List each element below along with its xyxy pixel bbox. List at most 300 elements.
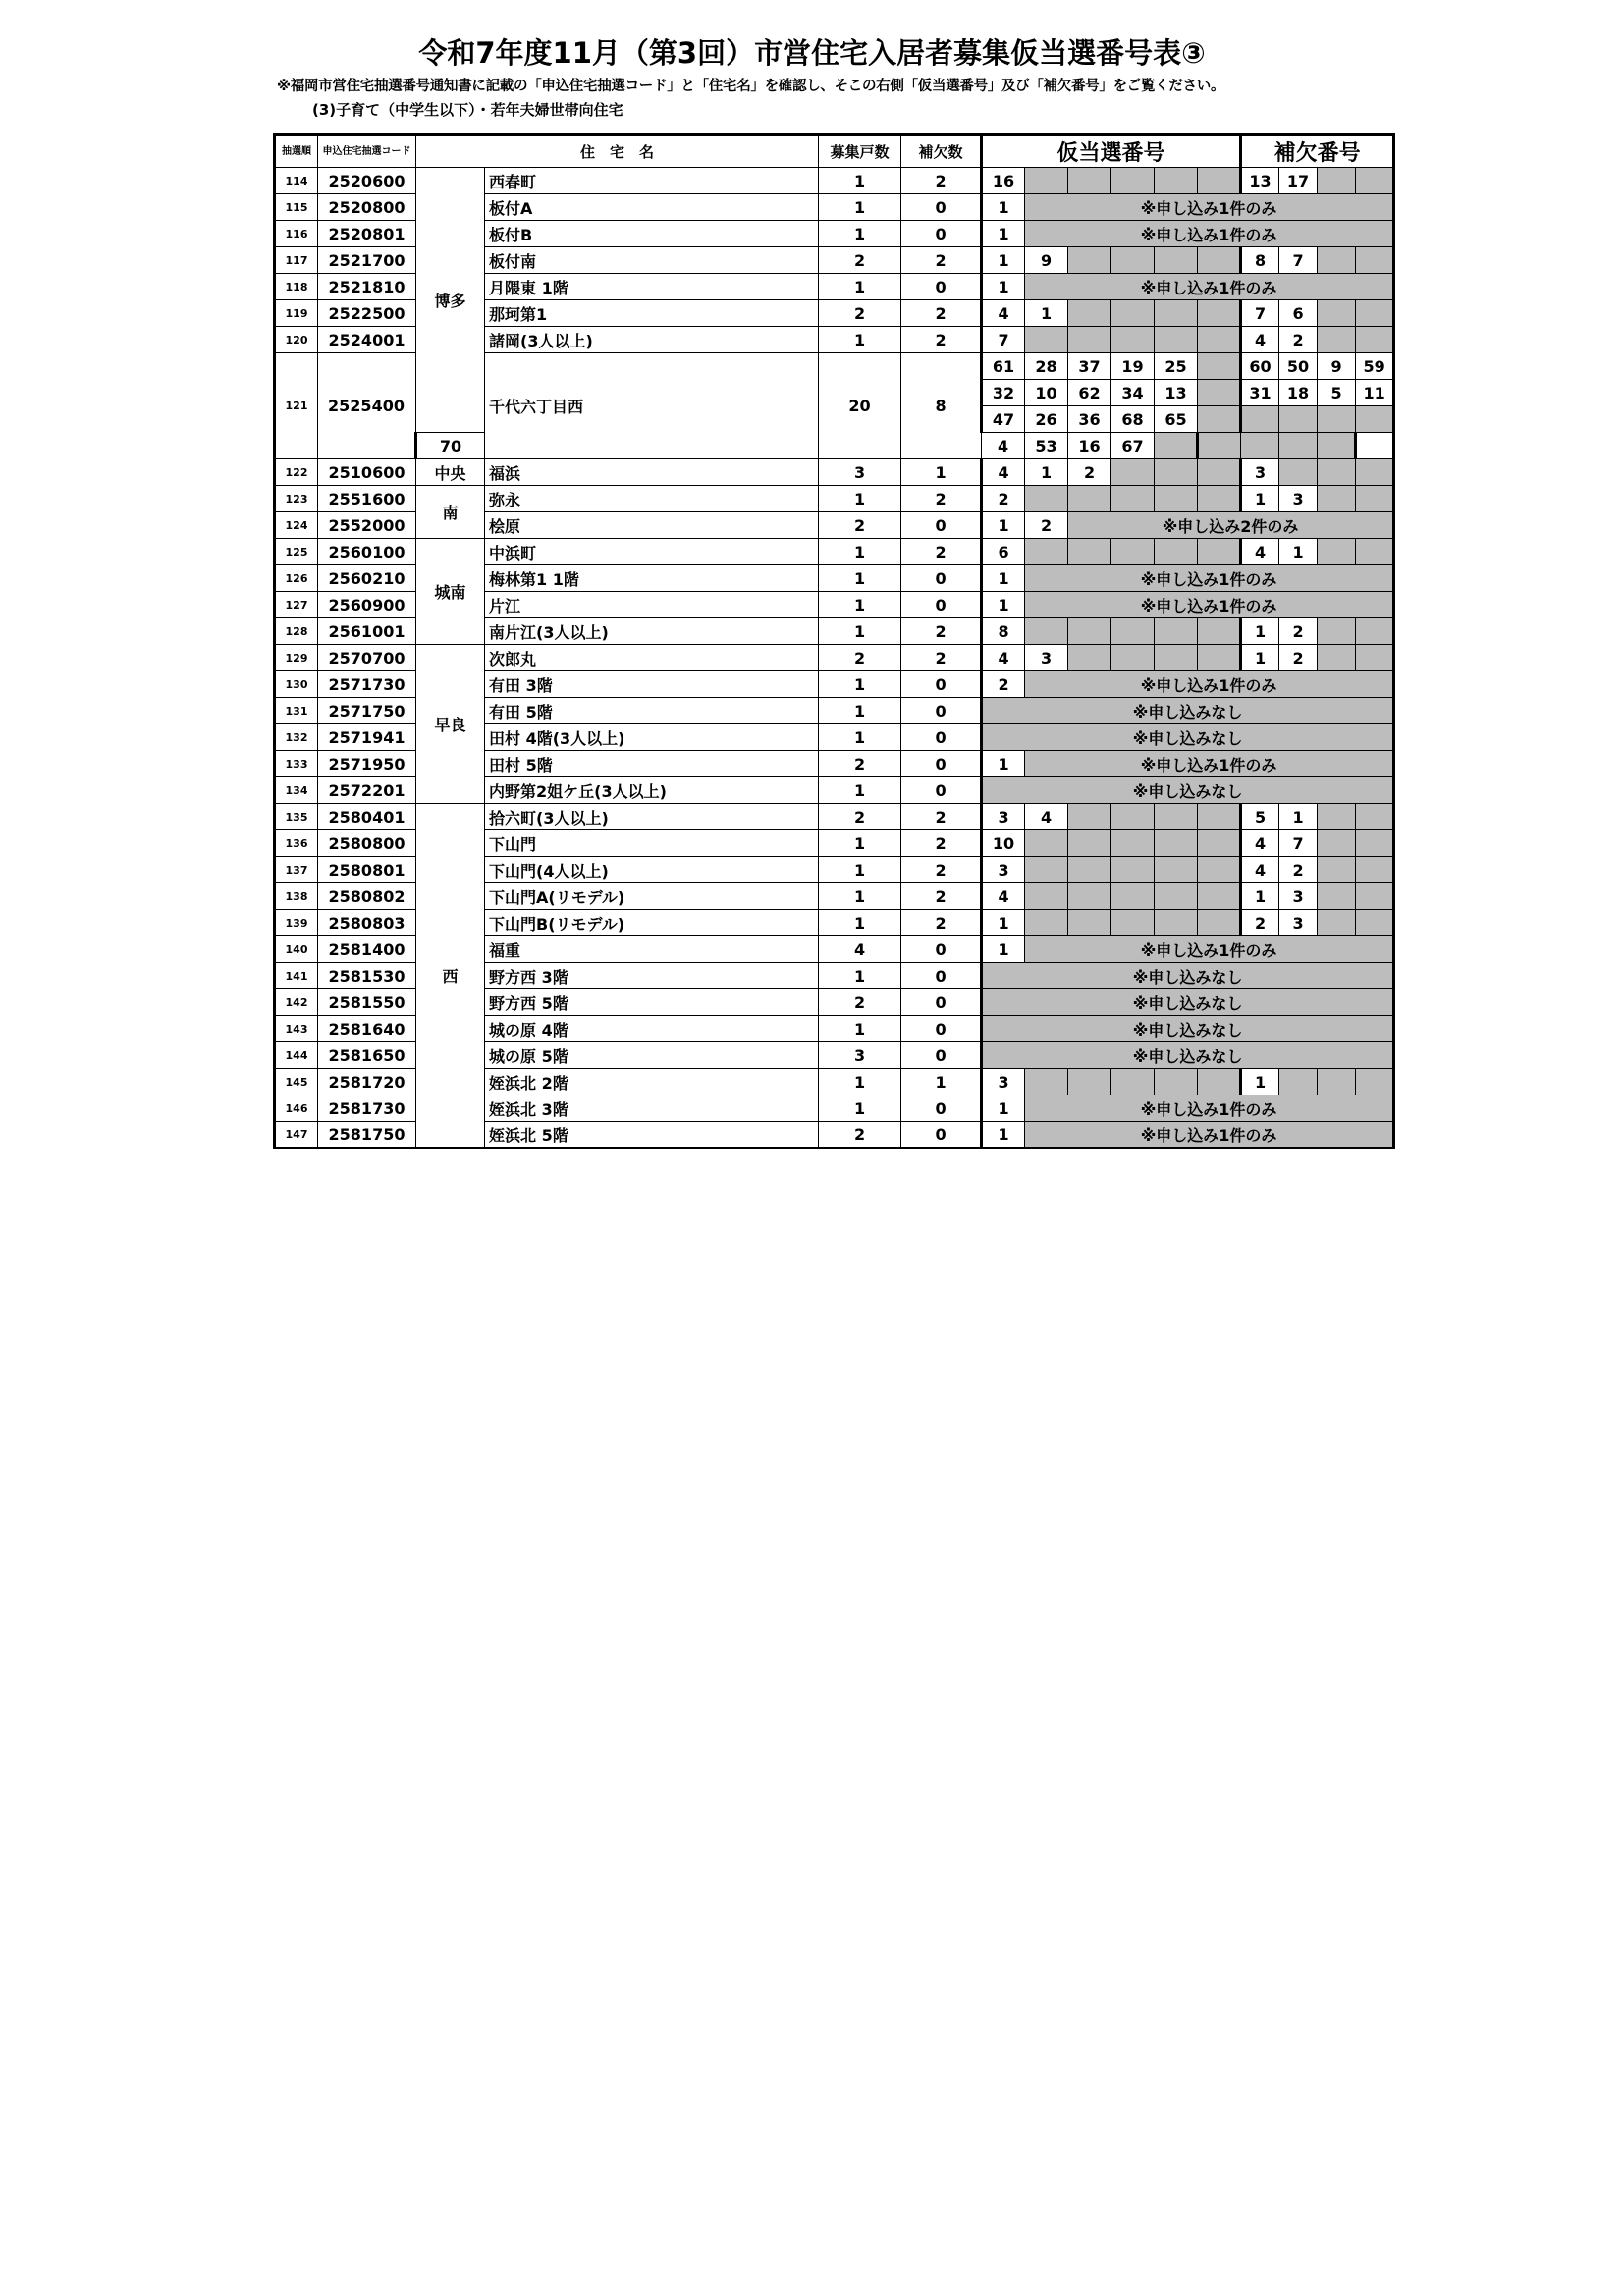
reserve-count: 0 [901,936,982,963]
housing-name: 下山門(4人以上) [485,857,819,883]
lottery-table-section-3 [273,133,1395,1149]
winner-number [1025,857,1068,883]
housing-code: 2552000 [318,512,416,539]
lot-number: 136 [275,830,318,857]
lot-number: 115 [275,194,318,221]
winner-number [1198,1069,1241,1095]
backup-number: 5 [1318,380,1356,406]
unit-count: 2 [819,1122,901,1148]
backup-number [1356,857,1394,883]
winner-number: 34 [1111,380,1155,406]
status-message: ※申し込みなし [982,1042,1394,1069]
backup-number: 3 [1279,910,1318,936]
winner-number: 1 [982,592,1025,618]
winner-number [1198,804,1241,830]
winner-number: 25 [1155,353,1198,380]
status-message: ※申し込み1件のみ [1025,592,1394,618]
winner-number: 1 [1025,300,1068,327]
winner-number [1198,380,1241,406]
housing-name: 有田 3階 [485,671,819,698]
reserve-count: 2 [901,247,982,274]
unit-count: 1 [819,1095,901,1122]
backup-number: 7 [1279,247,1318,274]
winner-number: 10 [982,830,1025,857]
winner-number [1111,830,1155,857]
header-winners: 仮当選番号 [982,135,1241,168]
backup-number [1318,804,1356,830]
winner-number [1155,168,1198,194]
winner-number [1155,1069,1198,1095]
winner-number [1068,539,1111,565]
reserve-count: 0 [901,989,982,1016]
status-message: ※申し込みなし [982,777,1394,804]
unit-count: 2 [819,804,901,830]
status-message: ※申し込み1件のみ [1025,671,1394,698]
winner-number [1068,168,1111,194]
lot-number: 118 [275,274,318,300]
winner-number: 3 [982,857,1025,883]
winner-number [1155,618,1198,645]
backup-number: 4 [1241,830,1279,857]
winner-number: 47 [982,406,1025,433]
winner-number: 9 [1025,247,1068,274]
housing-code: 2510600 [318,459,416,486]
status-message: ※申し込み1件のみ [1025,936,1394,963]
lot-number: 143 [275,1016,318,1042]
winner-number [1025,168,1068,194]
backup-number [1318,857,1356,883]
winner-number [1111,459,1155,486]
backup-number: 31 [1241,380,1279,406]
housing-name: 内野第2姐ケ丘(3人以上) [485,777,819,804]
lot-number: 133 [275,751,318,777]
housing-name: 南片江(3人以上) [485,618,819,645]
winner-number [1111,645,1155,671]
unit-count: 1 [819,274,901,300]
reserve-count: 0 [901,698,982,724]
status-message: ※申し込み1件のみ [1025,751,1394,777]
winner-number [1068,857,1111,883]
reserve-count: 0 [901,565,982,592]
unit-count: 1 [819,618,901,645]
backup-number [1356,486,1394,512]
housing-code: 2580803 [318,910,416,936]
winner-number [1198,910,1241,936]
reserve-count: 2 [901,830,982,857]
backup-number [1279,1069,1318,1095]
lot-number: 130 [275,671,318,698]
housing-code: 2581750 [318,1122,416,1148]
ward-name: 博多 [416,168,485,433]
winner-number [1111,804,1155,830]
lot-number: 122 [275,459,318,486]
housing-code: 2571750 [318,698,416,724]
lot-number: 132 [275,724,318,751]
reserve-count: 0 [901,194,982,221]
winner-number [1111,910,1155,936]
backup-number: 4 [1241,327,1279,353]
backup-number [1318,486,1356,512]
winner-number [1025,618,1068,645]
reserve-count: 0 [901,724,982,751]
backup-number: 1 [1279,539,1318,565]
lot-number: 114 [275,168,318,194]
backup-number [1356,327,1394,353]
winner-number [1025,883,1068,910]
unit-count: 2 [819,751,901,777]
reserve-count: 0 [901,592,982,618]
reserve-count: 0 [901,1016,982,1042]
reserve-count: 0 [901,1042,982,1069]
backup-number [1356,406,1394,433]
backup-number: 60 [1241,353,1279,380]
housing-name: 姪浜北 2階 [485,1069,819,1095]
winner-number: 65 [1155,406,1198,433]
winner-number [1025,539,1068,565]
unit-count: 1 [819,168,901,194]
winner-number [1155,433,1198,459]
status-message: ※申し込み2件のみ [1068,512,1394,539]
status-message: ※申し込みなし [982,1016,1394,1042]
table-row [275,539,1394,565]
status-message: ※申し込み1件のみ [1025,274,1394,300]
winner-number: 4 [1025,804,1068,830]
winner-number: 28 [1025,353,1068,380]
backup-number: 3 [1279,486,1318,512]
header-backup: 補欠番号 [1241,135,1394,168]
lot-number: 129 [275,645,318,671]
unit-count: 1 [819,777,901,804]
winner-number: 1 [982,910,1025,936]
ward-name: 西 [416,804,485,1148]
housing-code: 2580802 [318,883,416,910]
lot-number: 137 [275,857,318,883]
housing-code: 2520600 [318,168,416,194]
unit-count: 20 [819,353,901,459]
housing-code: 2551600 [318,486,416,512]
status-message: ※申し込みなし [982,724,1394,751]
unit-count: 1 [819,698,901,724]
housing-code: 2570700 [318,645,416,671]
winner-number: 2 [982,486,1025,512]
lot-number: 135 [275,804,318,830]
winner-number: 16 [1068,433,1111,459]
lot-number: 126 [275,565,318,592]
winner-number [1198,486,1241,512]
housing-name: 千代六丁目西 [485,353,819,459]
winner-number [1155,830,1198,857]
winner-number [1111,327,1155,353]
housing-code: 2572201 [318,777,416,804]
backup-number [1356,168,1394,194]
status-message: ※申し込み1件のみ [1025,565,1394,592]
winner-number [1155,247,1198,274]
backup-number: 8 [1241,247,1279,274]
backup-number [1318,618,1356,645]
winner-number: 62 [1068,380,1111,406]
header-name: 住 宅 名 [416,135,819,168]
winner-number: 6 [982,539,1025,565]
unit-count: 1 [819,565,901,592]
winner-number: 1 [982,512,1025,539]
table-row [275,645,1394,671]
backup-number: 1 [1241,883,1279,910]
winner-number: 36 [1068,406,1111,433]
winner-number [1111,883,1155,910]
backup-number: 1 [1241,645,1279,671]
winner-number [1198,406,1241,433]
status-message: ※申し込み1件のみ [1025,1095,1394,1122]
winner-number [1068,883,1111,910]
status-message: ※申し込みなし [982,698,1394,724]
housing-code: 2581720 [318,1069,416,1095]
housing-code: 2581730 [318,1095,416,1122]
winner-number [1068,1069,1111,1095]
backup-number: 59 [1356,353,1394,380]
housing-name: 有田 5階 [485,698,819,724]
lot-number: 128 [275,618,318,645]
table-header [275,135,1394,168]
housing-code: 2560900 [318,592,416,618]
housing-code: 2560100 [318,539,416,565]
reserve-count: 0 [901,963,982,989]
backup-number: 2 [1279,327,1318,353]
backup-number [1198,433,1241,459]
winner-number [1025,830,1068,857]
unit-count: 3 [819,1042,901,1069]
housing-code: 2581650 [318,1042,416,1069]
table-row [275,804,1394,830]
unit-count: 2 [819,247,901,274]
housing-name: 中浜町 [485,539,819,565]
backup-number: 1 [1241,486,1279,512]
winner-number [1068,618,1111,645]
backup-number [1241,406,1279,433]
lot-number: 127 [275,592,318,618]
lot-number: 147 [275,1122,318,1148]
backup-number: 13 [1241,168,1279,194]
housing-name: 弥永 [485,486,819,512]
backup-number: 2 [1279,618,1318,645]
lot-number: 142 [275,989,318,1016]
backup-number [1356,539,1394,565]
housing-code: 2561001 [318,618,416,645]
unit-count: 2 [819,300,901,327]
winner-number [1155,539,1198,565]
winner-number: 4 [982,300,1025,327]
unit-count: 1 [819,1069,901,1095]
winner-number: 1 [982,565,1025,592]
ward-name: 城南 [416,539,485,645]
housing-code: 2581530 [318,963,416,989]
winner-number: 1 [982,274,1025,300]
housing-code: 2580801 [318,857,416,883]
winner-number: 10 [1025,380,1068,406]
housing-name: 福浜 [485,459,819,486]
lot-number: 125 [275,539,318,565]
winner-number: 1 [982,1095,1025,1122]
unit-count: 1 [819,910,901,936]
reserve-count: 2 [901,300,982,327]
backup-number [1356,830,1394,857]
housing-name: 拾六町(3人以上) [485,804,819,830]
backup-number: 2 [1241,910,1279,936]
backup-number [1318,883,1356,910]
reserve-count: 2 [901,883,982,910]
housing-name: 野方西 5階 [485,989,819,1016]
backup-number: 1 [1279,804,1318,830]
unit-count: 1 [819,963,901,989]
winner-number: 68 [1111,406,1155,433]
housing-name: 城の原 5階 [485,1042,819,1069]
backup-number [1356,804,1394,830]
backup-number [1318,459,1356,486]
housing-name: 下山門B(リモデル) [485,910,819,936]
lot-number: 121 [275,353,318,459]
backup-number: 5 [1241,804,1279,830]
backup-number: 4 [1241,857,1279,883]
unit-count: 1 [819,857,901,883]
unit-count: 1 [819,194,901,221]
backup-number: 2 [1279,857,1318,883]
lot-number: 116 [275,221,318,247]
backup-number [1241,433,1279,459]
winner-number [1068,247,1111,274]
backup-number: 18 [1279,380,1318,406]
section-3-title: (3)子育て（中学生以下）・若年夫婦世帯向住宅 [312,101,623,119]
unit-count: 3 [819,459,901,486]
housing-name: 田村 4階(3人以上) [485,724,819,751]
unit-count: 1 [819,671,901,698]
header-code: 申込住宅抽選コード [318,135,416,168]
lot-number: 139 [275,910,318,936]
backup-number [1318,830,1356,857]
winner-number [1198,327,1241,353]
reserve-count: 0 [901,671,982,698]
winner-number [1198,247,1241,274]
unit-count: 2 [819,645,901,671]
winner-number [1068,910,1111,936]
winner-number [1155,645,1198,671]
backup-number: 4 [1241,539,1279,565]
reserve-count: 0 [901,777,982,804]
winner-number [1155,486,1198,512]
reserve-count: 2 [901,804,982,830]
housing-code: 2580800 [318,830,416,857]
backup-number [1318,645,1356,671]
winner-number [1198,645,1241,671]
status-message: ※申し込みなし [982,963,1394,989]
unit-count: 2 [819,989,901,1016]
winner-number: 32 [982,380,1025,406]
reserve-count: 2 [901,486,982,512]
table-row [275,459,1394,486]
winner-number [1198,168,1241,194]
backup-number: 50 [1279,353,1318,380]
winner-number: 7 [982,327,1025,353]
backup-number: 6 [1279,300,1318,327]
winner-number [1068,645,1111,671]
table-row [275,168,1394,194]
housing-name: 梅林第1 1階 [485,565,819,592]
backup-number: 9 [1318,353,1356,380]
winner-number [1155,804,1198,830]
backup-number: 1 [1241,1069,1279,1095]
winner-number: 4 [982,433,1025,459]
winner-number [1198,830,1241,857]
winner-number [1111,857,1155,883]
reserve-count: 2 [901,327,982,353]
header-reserve: 補欠数 [901,135,982,168]
housing-code: 2581550 [318,989,416,1016]
reserve-count: 0 [901,1122,982,1148]
winner-number [1111,1069,1155,1095]
winner-number: 1 [982,936,1025,963]
unit-count: 1 [819,221,901,247]
status-message: ※申し込み1件のみ [1025,1122,1394,1148]
winner-number [1155,857,1198,883]
status-message: ※申し込み1件のみ [1025,221,1394,247]
winner-number [1198,883,1241,910]
backup-number [1356,459,1394,486]
table-row [275,486,1394,512]
housing-name: 姪浜北 3階 [485,1095,819,1122]
reserve-count: 2 [901,910,982,936]
winner-number [1155,883,1198,910]
unit-count: 2 [819,512,901,539]
ward-name: 中央 [416,459,485,486]
housing-name: 姪浜北 5階 [485,1122,819,1148]
instruction-note: ※福岡市営住宅抽選番号通知書に記載の「申込住宅抽選コード」と「住宅名」を確認し、そこの右側「仮当選番号」及び「補欠番号」をご覧ください。 [277,79,1225,94]
housing-name: 下山門 [485,830,819,857]
housing-name: 諸岡(3人以上) [485,327,819,353]
backup-number [1279,406,1318,433]
housing-code: 2580401 [318,804,416,830]
lot-number: 119 [275,300,318,327]
housing-code: 2524001 [318,327,416,353]
backup-number [1318,910,1356,936]
backup-number: 11 [1356,380,1394,406]
winner-number: 53 [1025,433,1068,459]
winner-number [1198,459,1241,486]
winner-number: 2 [982,671,1025,698]
lot-number: 145 [275,1069,318,1095]
winner-number: 70 [416,433,485,459]
backup-number: 3 [1279,883,1318,910]
backup-number [1318,539,1356,565]
winner-number [1198,857,1241,883]
winner-number: 2 [1025,512,1068,539]
reserve-count: 1 [901,459,982,486]
lot-number: 123 [275,486,318,512]
header-count: 募集戸数 [819,135,901,168]
housing-code: 2571950 [318,751,416,777]
winner-number [1111,486,1155,512]
winner-number: 1 [982,751,1025,777]
winner-number [1111,539,1155,565]
winner-number: 4 [982,645,1025,671]
housing-name: 次郎丸 [485,645,819,671]
winner-number [1198,353,1241,380]
backup-number [1318,1069,1356,1095]
housing-code: 2571941 [318,724,416,751]
backup-number [1356,883,1394,910]
winner-number [1068,804,1111,830]
backup-number [1356,645,1394,671]
unit-count: 1 [819,539,901,565]
reserve-count: 2 [901,645,982,671]
unit-count: 4 [819,936,901,963]
